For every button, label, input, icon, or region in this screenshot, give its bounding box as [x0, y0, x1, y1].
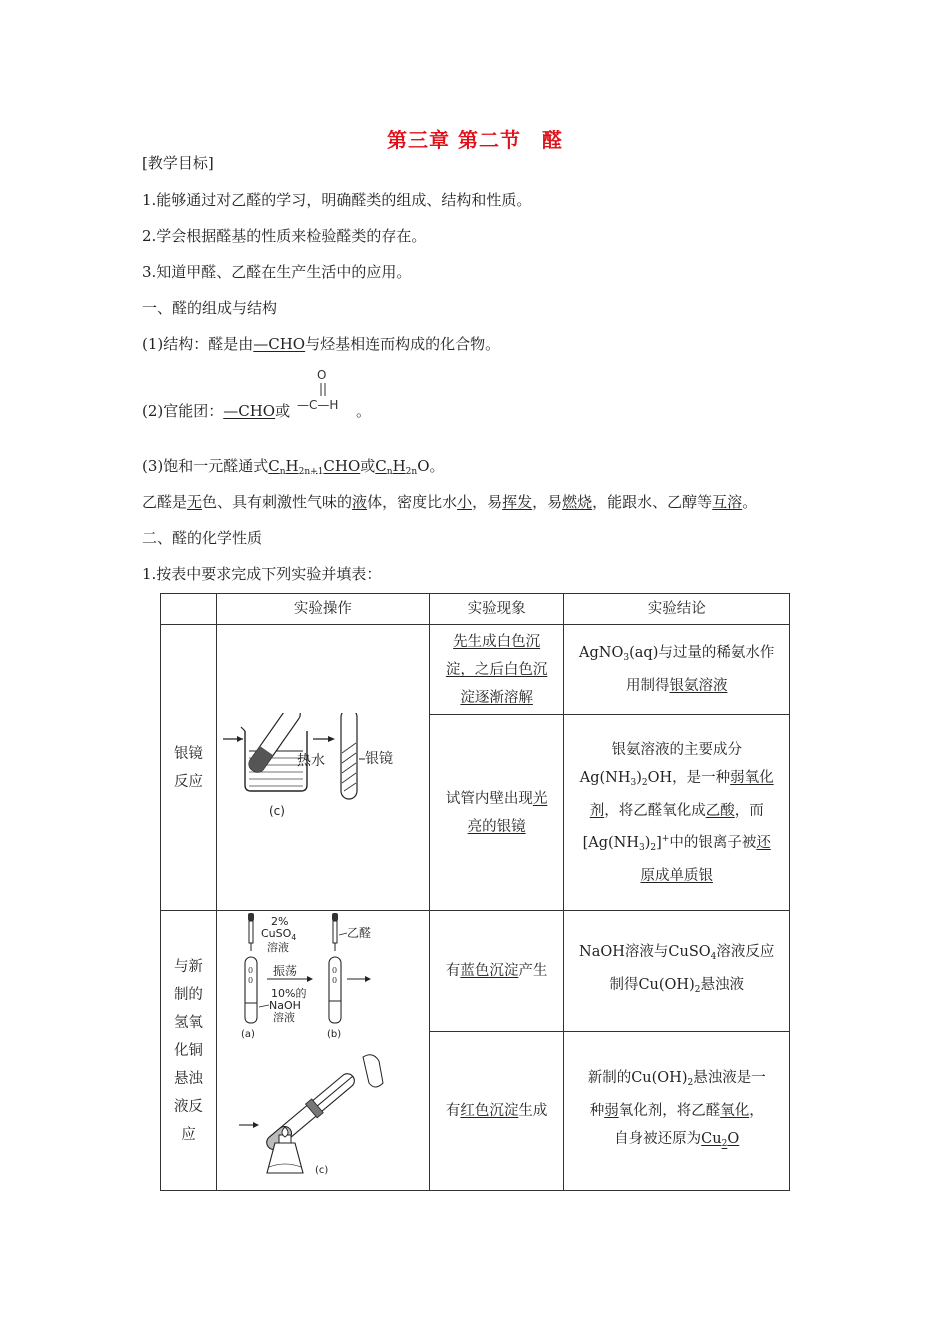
table-header — [161, 594, 217, 625]
structure-line: (1)结构：醛是由—CHO与烃基相连而构成的化合物。 — [142, 335, 501, 353]
table-instruction: 1.按表中要求完成下列实验并填表： — [142, 565, 382, 583]
table-header: 实验结论 — [564, 594, 790, 625]
copper-hydroxide-figure — [216, 911, 429, 1191]
copper-hydroxide-apparatus-icon — [223, 911, 423, 1181]
silver-mirror-label: 银镜 反应 — [161, 625, 217, 911]
copper-conclusion-1-line: NaOH溶液与CuSO$_4$溶液反应 — [579, 944, 775, 962]
silver-phenomenon-2-line: 试管内壁出现光 — [445, 790, 548, 807]
silver-mirror-apparatus-icon — [223, 713, 423, 823]
silver-phenomenon-1-line: 先生成白色沉 — [453, 633, 541, 650]
objective-2: 2.学会根据醛基的性质来检验醛类的存在。 — [142, 227, 427, 245]
table-header: 实验现象 — [429, 594, 564, 625]
copper-conclusion-2-line: 自身被还原为$Cu_2O$ — [614, 1131, 740, 1149]
silver-conclusion-2-line: 银氨溶液的主要成分 — [611, 741, 742, 758]
svg-text:0: 0 — [331, 976, 337, 985]
copper-conclusion-2-line: 新制的$Cu(OH)_2$悬浊液是一 — [587, 1070, 766, 1088]
copper-phenomenon-2 — [429, 1032, 564, 1191]
svg-text:0: 0 — [247, 966, 253, 975]
copper-label-line: 化铜 — [173, 1042, 203, 1059]
silver-conclusion-2-line: 原成单质银 — [640, 867, 713, 884]
copper-label-line: 悬浊 — [173, 1070, 203, 1087]
silver-mirror-figure — [216, 625, 429, 911]
copper-label-line: 应 — [181, 1126, 196, 1143]
copper-label-line: 与新 — [173, 958, 203, 975]
general-formula-a: $C_nH_{2n+1}CHO$ — [268, 457, 361, 477]
silver-conclusion-2-line: 剂，将乙醛氧化成乙酸，而 — [589, 802, 764, 819]
svg-text:0: 0 — [331, 966, 337, 975]
silver-conclusion-2-line: $Ag(NH_3)_2OH$，是一种弱氧化 — [579, 769, 774, 788]
svg-text:0: 0 — [247, 976, 253, 985]
acetaldehyde-properties-line: 乙醛是无色、具有刺激性气味的液体，密度比水小，易挥发，易燃烧，能跟水、乙醇等互溶。 — [142, 493, 758, 511]
svg-text:(c): (c) — [268, 803, 285, 818]
section2-heading: 二、醛的化学性质 — [142, 529, 263, 547]
group-blank: —CHO — [223, 402, 276, 420]
svg-text:溶液: 溶液 — [272, 1011, 295, 1024]
double-bond-icon — [319, 383, 329, 397]
silver-phenomenon-2-line: 亮的银镜 — [467, 818, 526, 835]
copper-phenomenon-2-line: 有红色沉淀生成 — [445, 1103, 548, 1119]
objectives-header: [教学目标] — [142, 154, 214, 172]
svg-text:银镜: 银镜 — [364, 750, 393, 767]
objective-1: 1.能够通过对乙醛的学习，明确醛类的组成、结构和性质。 — [142, 191, 532, 209]
silver-conclusion-2 — [564, 715, 790, 911]
general-formula-b: $C_nH_{2n}$ — [375, 457, 418, 477]
copper-label-line: 液反 — [173, 1098, 203, 1115]
aldehyde-structure-formula: O —C—H — [297, 368, 339, 412]
functional-group-line: (2)官能团：—CHO或 — [142, 402, 291, 420]
copper-label-line: 氢氧 — [173, 1014, 203, 1031]
structure-blank: —CHO — [253, 335, 306, 353]
copper-hydroxide-label — [161, 911, 217, 1191]
svg-text:(b): (b) — [326, 1029, 342, 1040]
copper-conclusion-1 — [564, 911, 790, 1032]
page-title: 第三章 第二节 醛 — [387, 128, 563, 152]
svg-text:热水: 热水 — [296, 752, 325, 769]
copper-conclusion-1-line: 制得$Cu(OH)_2$悬浊液 — [609, 977, 744, 995]
objective-3: 3.知道甲醛、乙醛在生产生活中的应用。 — [142, 263, 412, 281]
copper-label-line: 制的 — [173, 986, 203, 1003]
table-header-row — [161, 594, 790, 625]
svg-text:2%: 2% — [270, 915, 289, 928]
silver-conclusion-1-line: AgNO$_3$(aq)与过量的稀氨水作 — [579, 645, 775, 663]
svg-text:(c): (c) — [314, 1165, 329, 1176]
silver-conclusion-1-line: 用制得银氨溶液 — [625, 678, 728, 694]
svg-text:CuSO4: CuSO$_4$ — [260, 927, 297, 942]
silver-phenomenon-1 — [429, 625, 564, 715]
silver-phenomenon-1-line: 淀逐渐溶解 — [460, 689, 533, 706]
general-formula-line: (3)饱和一元醛通式$C_nH_{2n+1}CHO$或$C_nH_{2n}O$。 — [142, 457, 445, 477]
copper-phenomenon-1-line: 有蓝色沉淀产生 — [445, 963, 548, 979]
table-row — [161, 911, 790, 1032]
section1-heading: 一、醛的组成与结构 — [142, 299, 278, 317]
copper-conclusion-2-line: 种弱氧化剂，将乙醛氧化， — [589, 1103, 764, 1119]
svg-text:NaOH: NaOH — [268, 999, 301, 1012]
table-header: 实验操作 — [216, 594, 429, 625]
experiment-table — [160, 593, 790, 1191]
svg-text:乙醛: 乙醛 — [346, 926, 371, 940]
silver-conclusion-2-line: $[Ag(NH_3)_2]^+$中的银离子被还 — [582, 833, 771, 853]
copper-conclusion-2 — [564, 1032, 790, 1191]
table-row — [161, 625, 790, 715]
silver-phenomenon-2 — [429, 715, 564, 911]
svg-text:振荡: 振荡 — [272, 964, 297, 978]
copper-phenomenon-1 — [429, 911, 564, 1032]
svg-text:(a): (a) — [240, 1029, 255, 1040]
svg-text:10%的: 10%的 — [270, 987, 307, 1000]
silver-conclusion-1 — [564, 625, 790, 715]
svg-text:溶液: 溶液 — [266, 941, 289, 954]
silver-phenomenon-1-line: 淀，之后白色沉 — [445, 661, 548, 678]
